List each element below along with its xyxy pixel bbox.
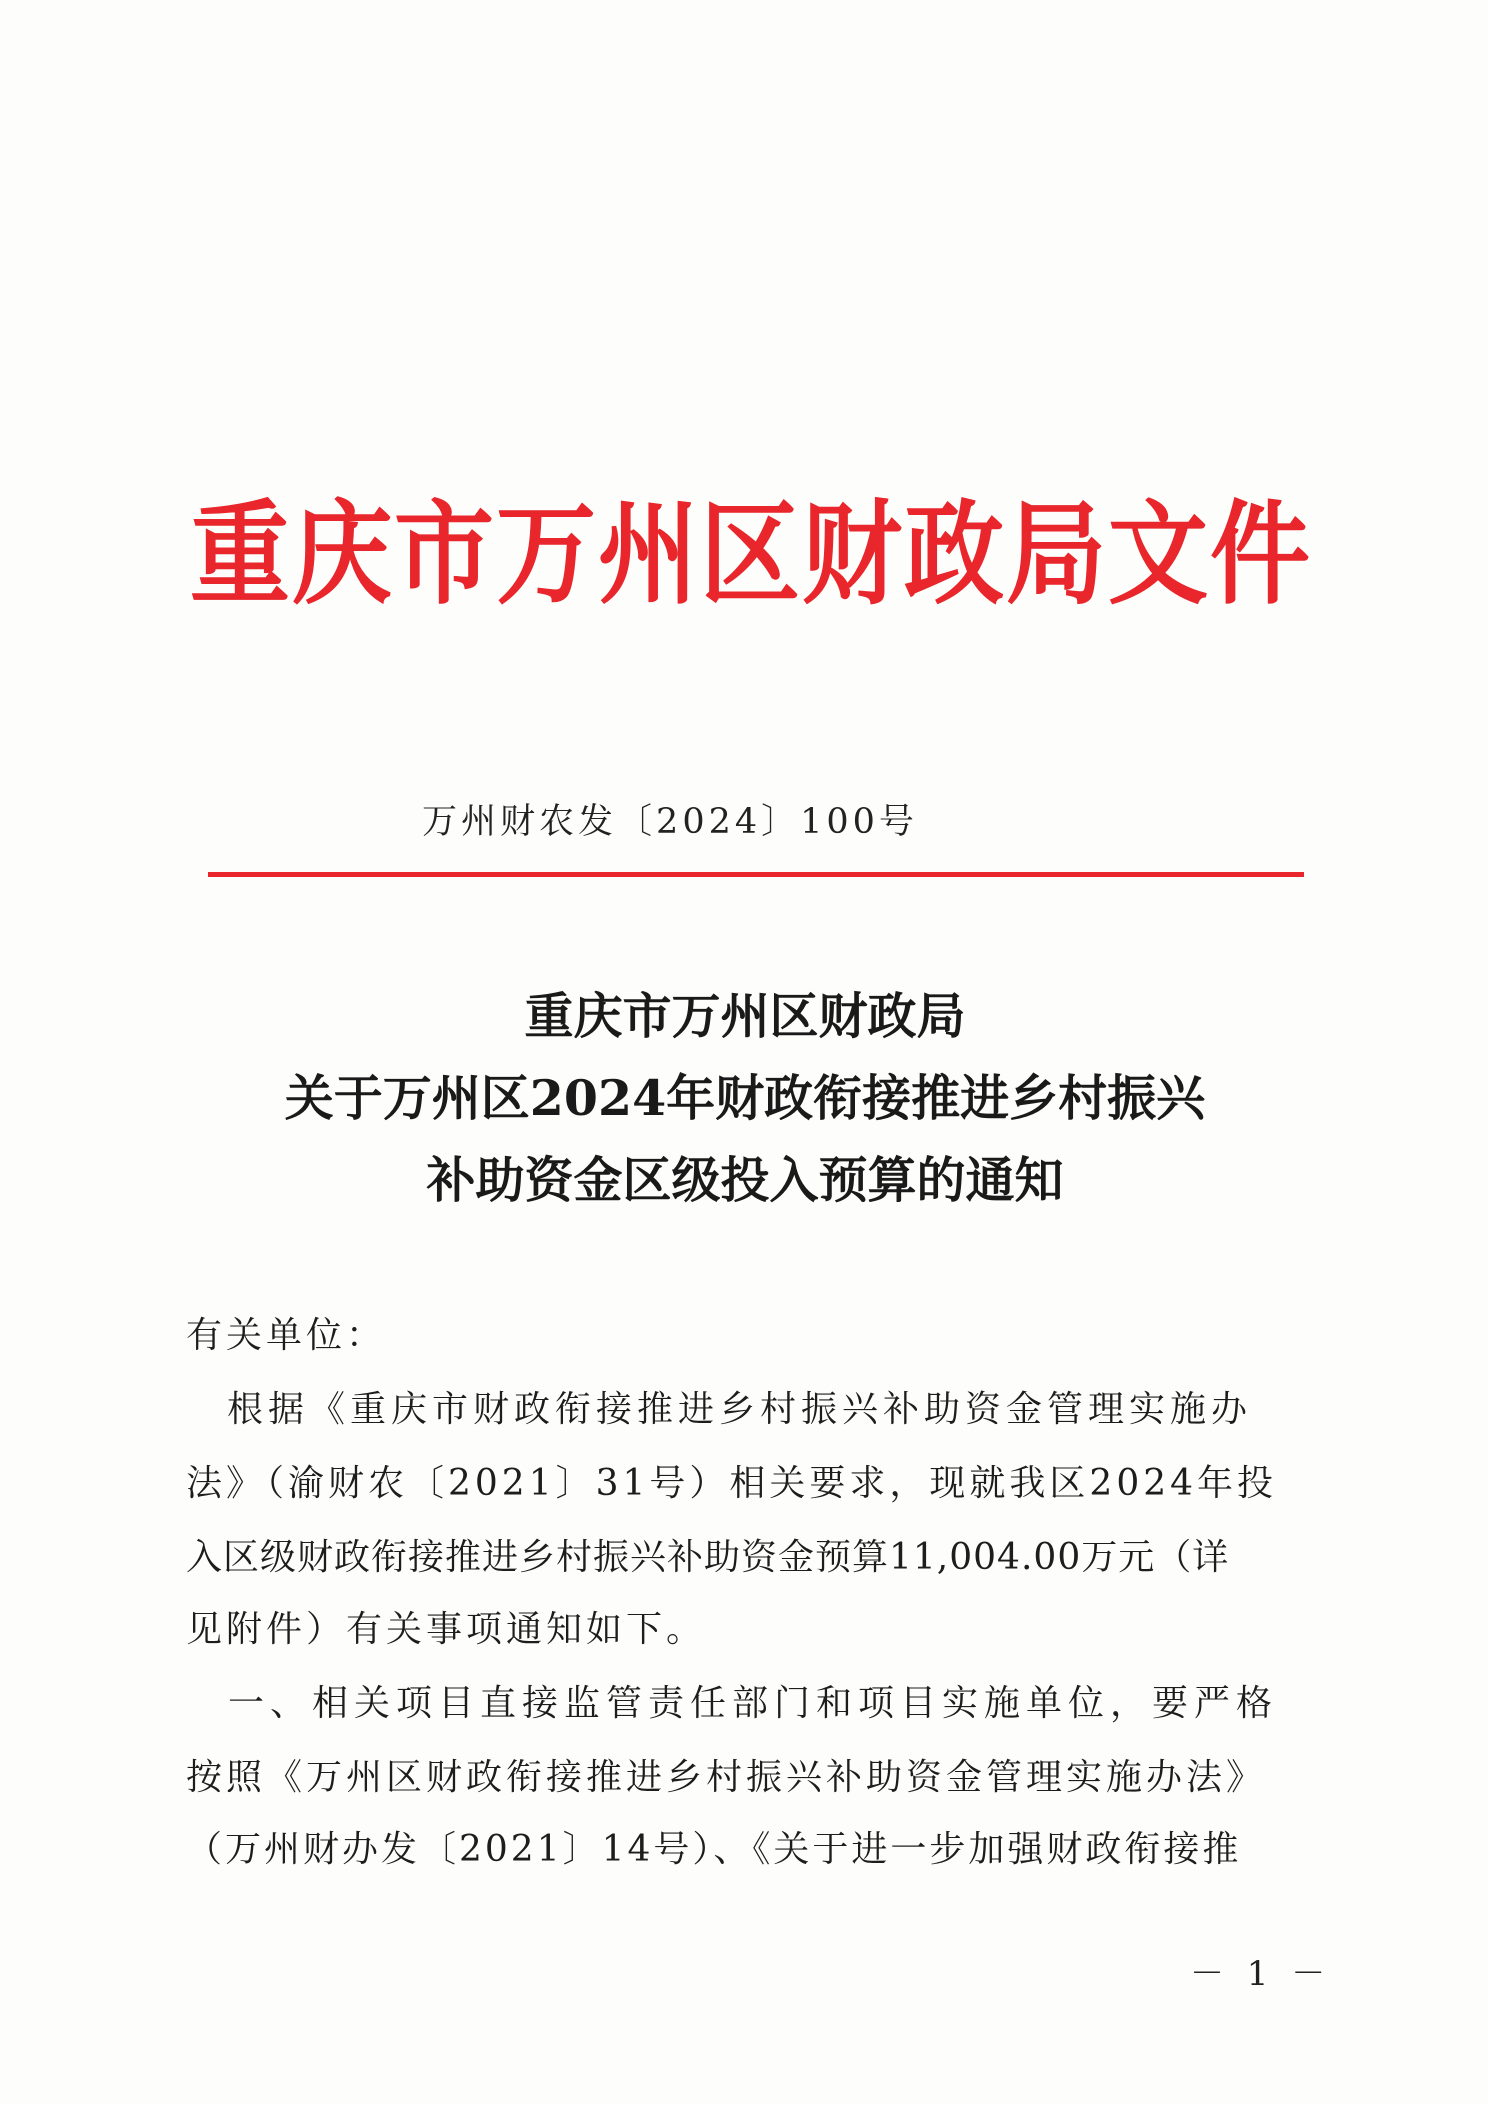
body-line: （万州财办发〔2021〕14号）、《关于进一步加强财政衔接推 (186, 1829, 1242, 1870)
body-line: 入区级财政衔接推进乡村振兴补助资金预算11,004.00万元（详 (186, 1537, 1230, 1578)
red-separator-line (208, 872, 1304, 877)
body-line: 按照《万州区财政衔接推进乡村振兴补助资金管理实施办法》 (186, 1757, 1267, 1798)
document-number: 万州财农发〔2024〕100号 (422, 802, 918, 842)
body-line: 一、相关项目直接监管责任部门和项目实施单位，要严格 (186, 1683, 1279, 1724)
notice-title-line-2: 关于万州区2024年财政衔接推进乡村振兴 (284, 1069, 1206, 1127)
page-number: － 1 － (1190, 1954, 1332, 1994)
body-line: 见附件）有关事项通知如下。 (186, 1609, 707, 1650)
notice-title-line-1: 重庆市万州区财政局 (524, 987, 966, 1045)
body-line: 根据《重庆市财政衔接推进乡村振兴补助资金管理实施办 (186, 1389, 1253, 1430)
body-line: 法》（渝财农〔2021〕31号）相关要求，现就我区2024年投 (186, 1463, 1278, 1504)
masthead-title: 重庆市万州区财政局文件 (190, 487, 1312, 621)
salutation: 有关单位： (186, 1315, 387, 1356)
notice-title-line-3: 补助资金区级投入预算的通知 (426, 1151, 1064, 1209)
